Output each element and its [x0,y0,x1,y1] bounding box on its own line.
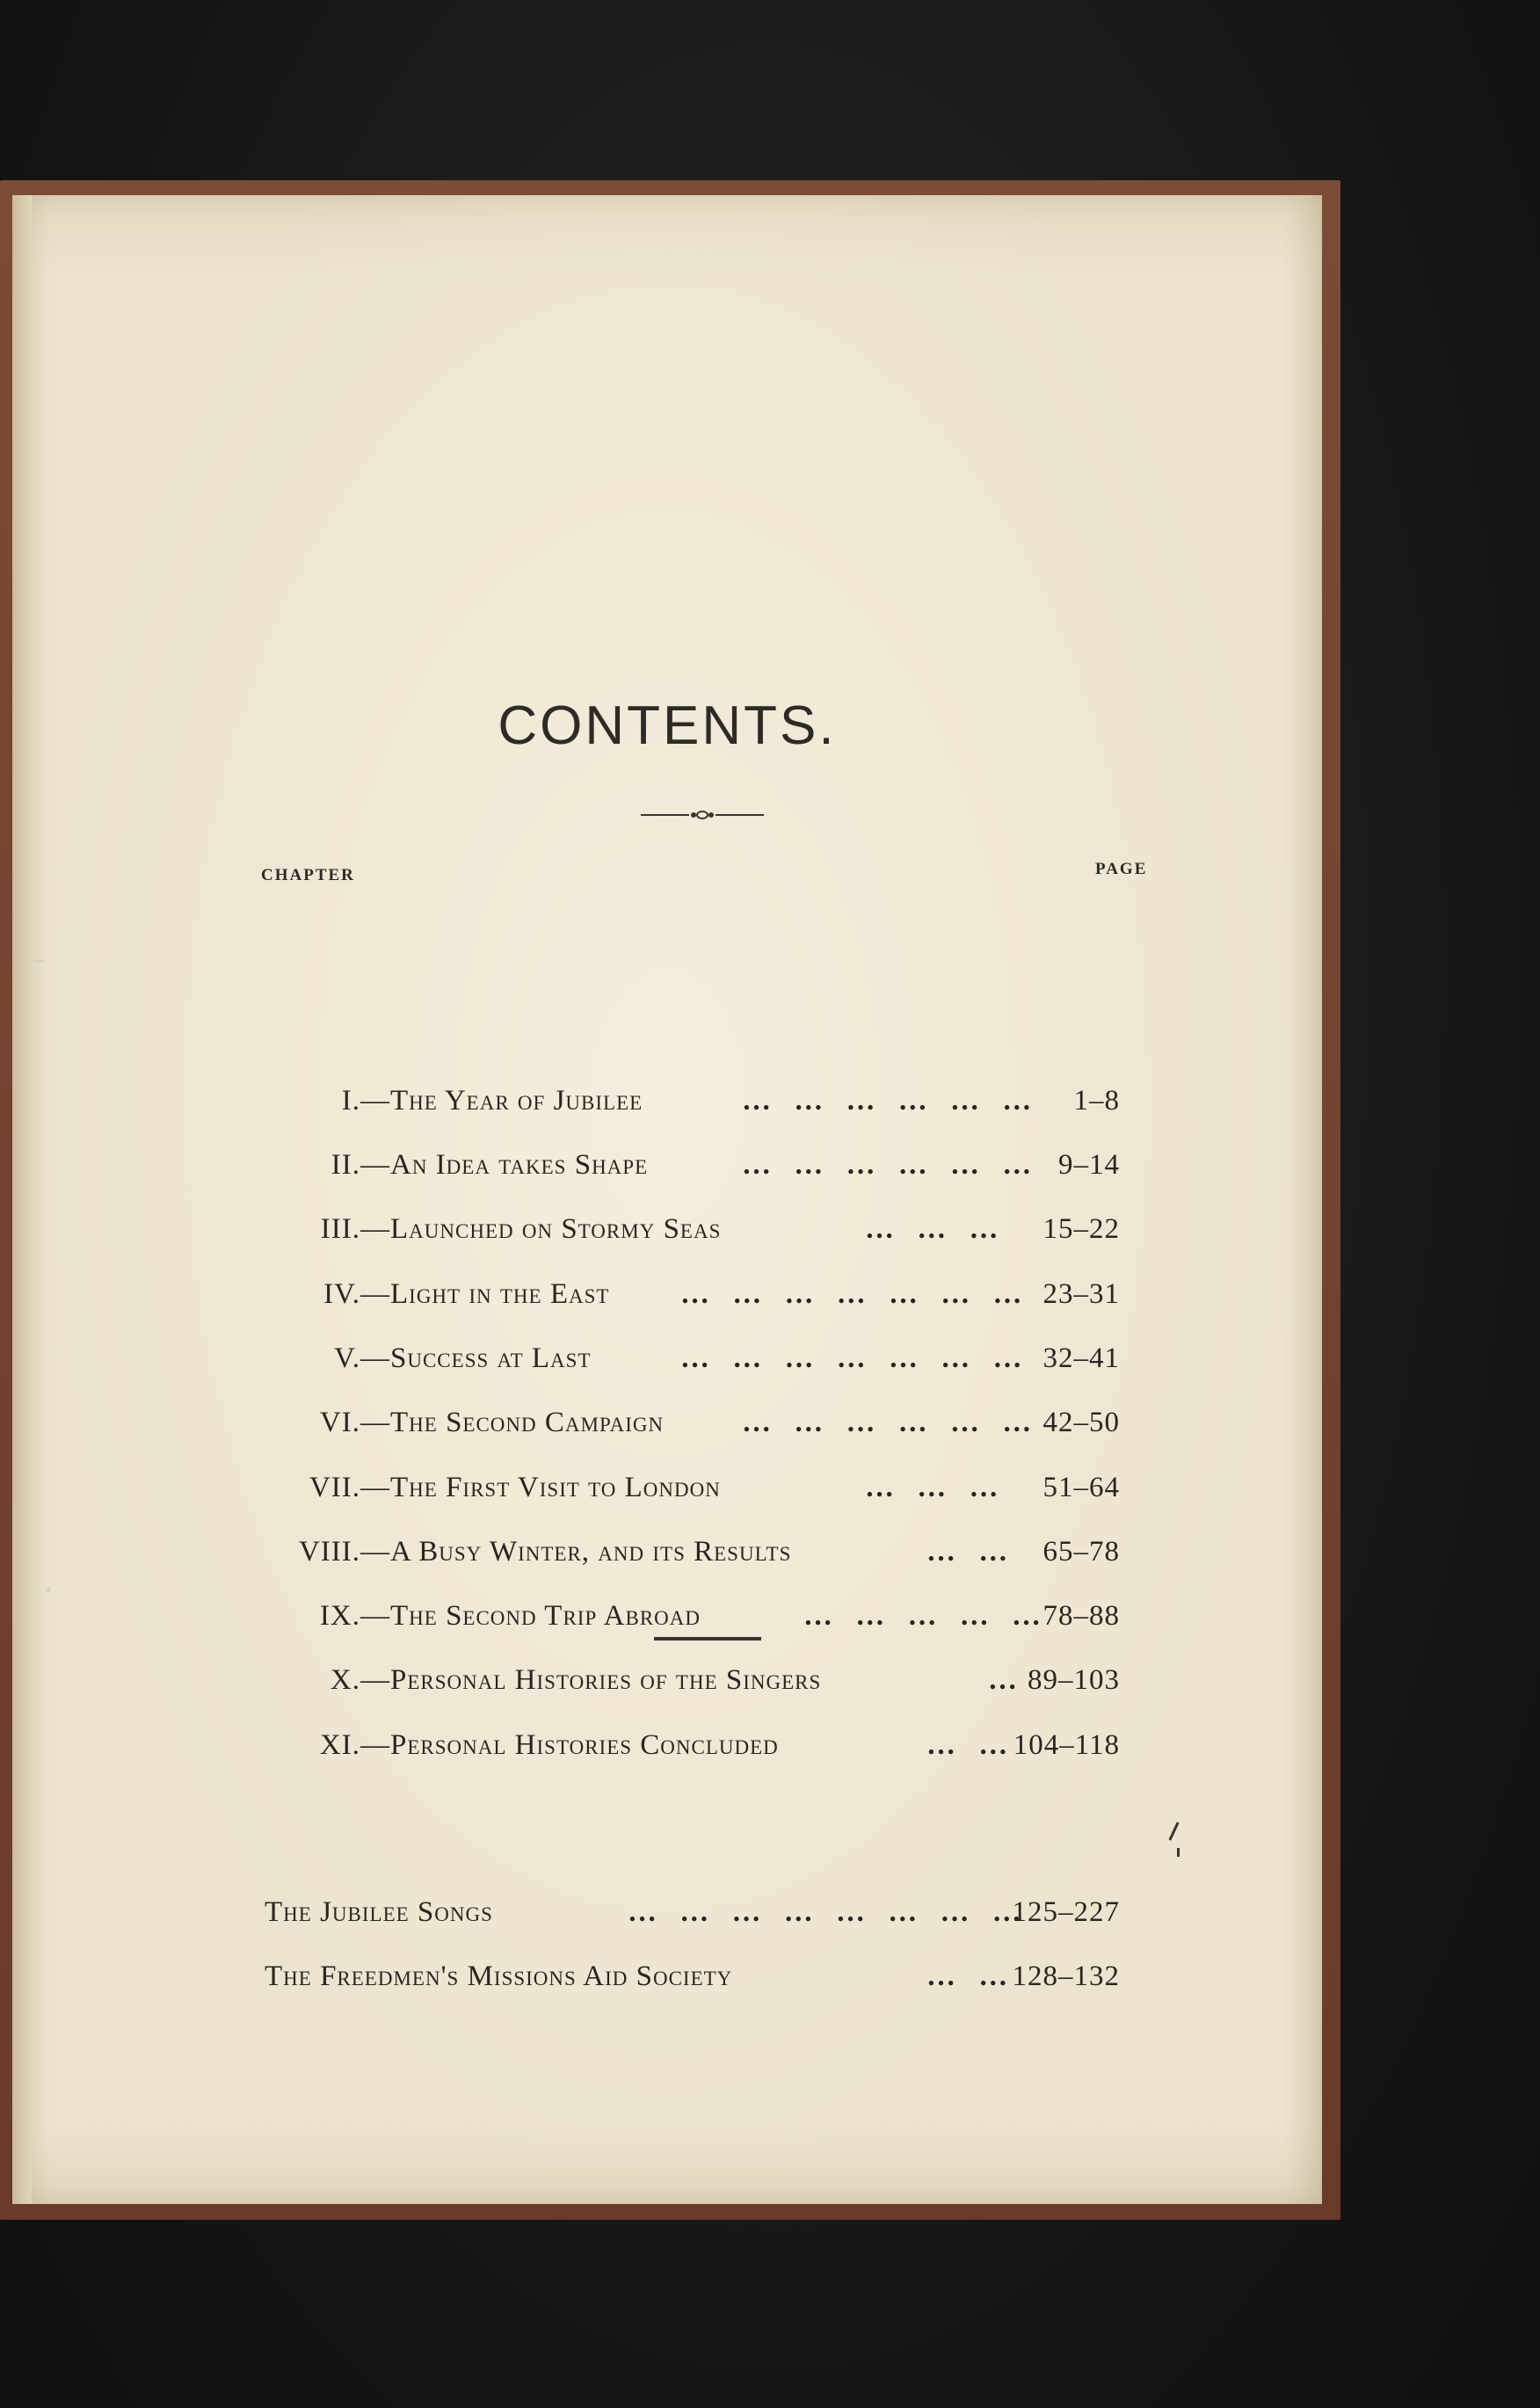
leader-dots: … … … … … … … … [628,1896,1029,1928]
leader-dots: … … … … … … [742,1149,1040,1181]
leader-dots: … … [926,1536,1016,1568]
chapter-number: VI.— [319,1407,390,1438]
chapter-number: II.— [331,1149,390,1181]
page-range: 125–227 [1012,1896,1120,1928]
chapter-title: Personal Histories of the Singers [390,1664,822,1696]
page-range: 51–64 [1042,1472,1120,1503]
toc-row [12,1278,1322,1322]
page-range: 89–103 [1028,1664,1120,1696]
section-rule [654,1637,761,1640]
page-range: 128–132 [1012,1961,1120,1992]
leader-dots: … … … … … … … [680,1342,1030,1374]
pencil-mark [1168,1822,1179,1840]
page-range: 9–14 [1058,1149,1120,1181]
contents-page [12,195,1322,2204]
toc-row [12,1536,1322,1580]
chapter-number: XI.— [319,1729,390,1761]
chapter-number: I.— [341,1085,390,1117]
chapter-number: III.— [320,1213,390,1245]
leader-dots: … … … [865,1213,1006,1245]
chapter-title: Personal Histories Concluded [390,1729,779,1761]
chapter-number: V.— [334,1342,390,1374]
page-range: 104–118 [1013,1729,1120,1761]
chapter-number: VIII.— [298,1536,390,1568]
chapter-number: X.— [330,1664,390,1696]
page-title: CONTENTS. [498,695,837,756]
toc-row [12,1896,1322,1940]
background-mark [33,960,44,963]
toc-row [12,1213,1322,1257]
chapter-title: The Second Trip Abroad [390,1600,701,1632]
toc-row [12,1664,1322,1708]
chapter-number: IX.— [319,1600,390,1632]
page-range: 32–41 [1042,1342,1120,1374]
background-mark [46,1587,51,1592]
chapter-title: The Second Campaign [390,1407,665,1438]
leader-dots: … … … … … … [742,1407,1040,1438]
appendix-title: The Jubilee Songs [265,1896,493,1928]
chapter-number: IV.— [323,1278,390,1310]
leader-dots: … … … [865,1472,1006,1503]
toc-row [12,1961,1322,2004]
toc-row [12,1149,1322,1193]
leader-dots: … … … … … … … [680,1278,1030,1310]
ornament-divider [641,806,764,824]
toc-row [12,1407,1322,1451]
chapter-title: Launched on Stormy Seas [390,1213,722,1245]
leader-dots: … … … … … … [742,1085,1040,1117]
pencil-mark [1177,1848,1180,1857]
chapter-title: Success at Last [390,1342,592,1374]
chapter-title: The Year of Jubilee [390,1085,643,1117]
page-range: 1–8 [1073,1085,1120,1117]
leader-dots: … … … … … [803,1600,1049,1632]
chapter-column-header: CHAPTER [261,866,355,884]
page-range: 15–22 [1042,1213,1120,1245]
toc-row [12,1472,1322,1516]
chapter-title: A Busy Winter, and its Results [390,1536,792,1568]
leader-dots: … … [926,1961,1016,1992]
page-range: 65–78 [1042,1536,1120,1568]
page-column-header: PAGE [1095,860,1148,878]
chapter-title: An Idea takes Shape [390,1149,649,1181]
appendix-title: The Freedmen's Missions Aid Society [265,1961,733,1992]
toc-row [12,1729,1322,1773]
chapter-title: The First Visit to London [390,1472,721,1503]
chapter-title: Light in the East [390,1278,610,1310]
page-range: 23–31 [1042,1278,1120,1310]
toc-row [12,1085,1322,1129]
page-range: 42–50 [1042,1407,1120,1438]
page-range: 78–88 [1042,1600,1120,1632]
chapter-number: VII.— [309,1472,390,1503]
leader-dots: … … [926,1729,1016,1761]
leader-dots: … [988,1664,1025,1696]
toc-row [12,1342,1322,1386]
